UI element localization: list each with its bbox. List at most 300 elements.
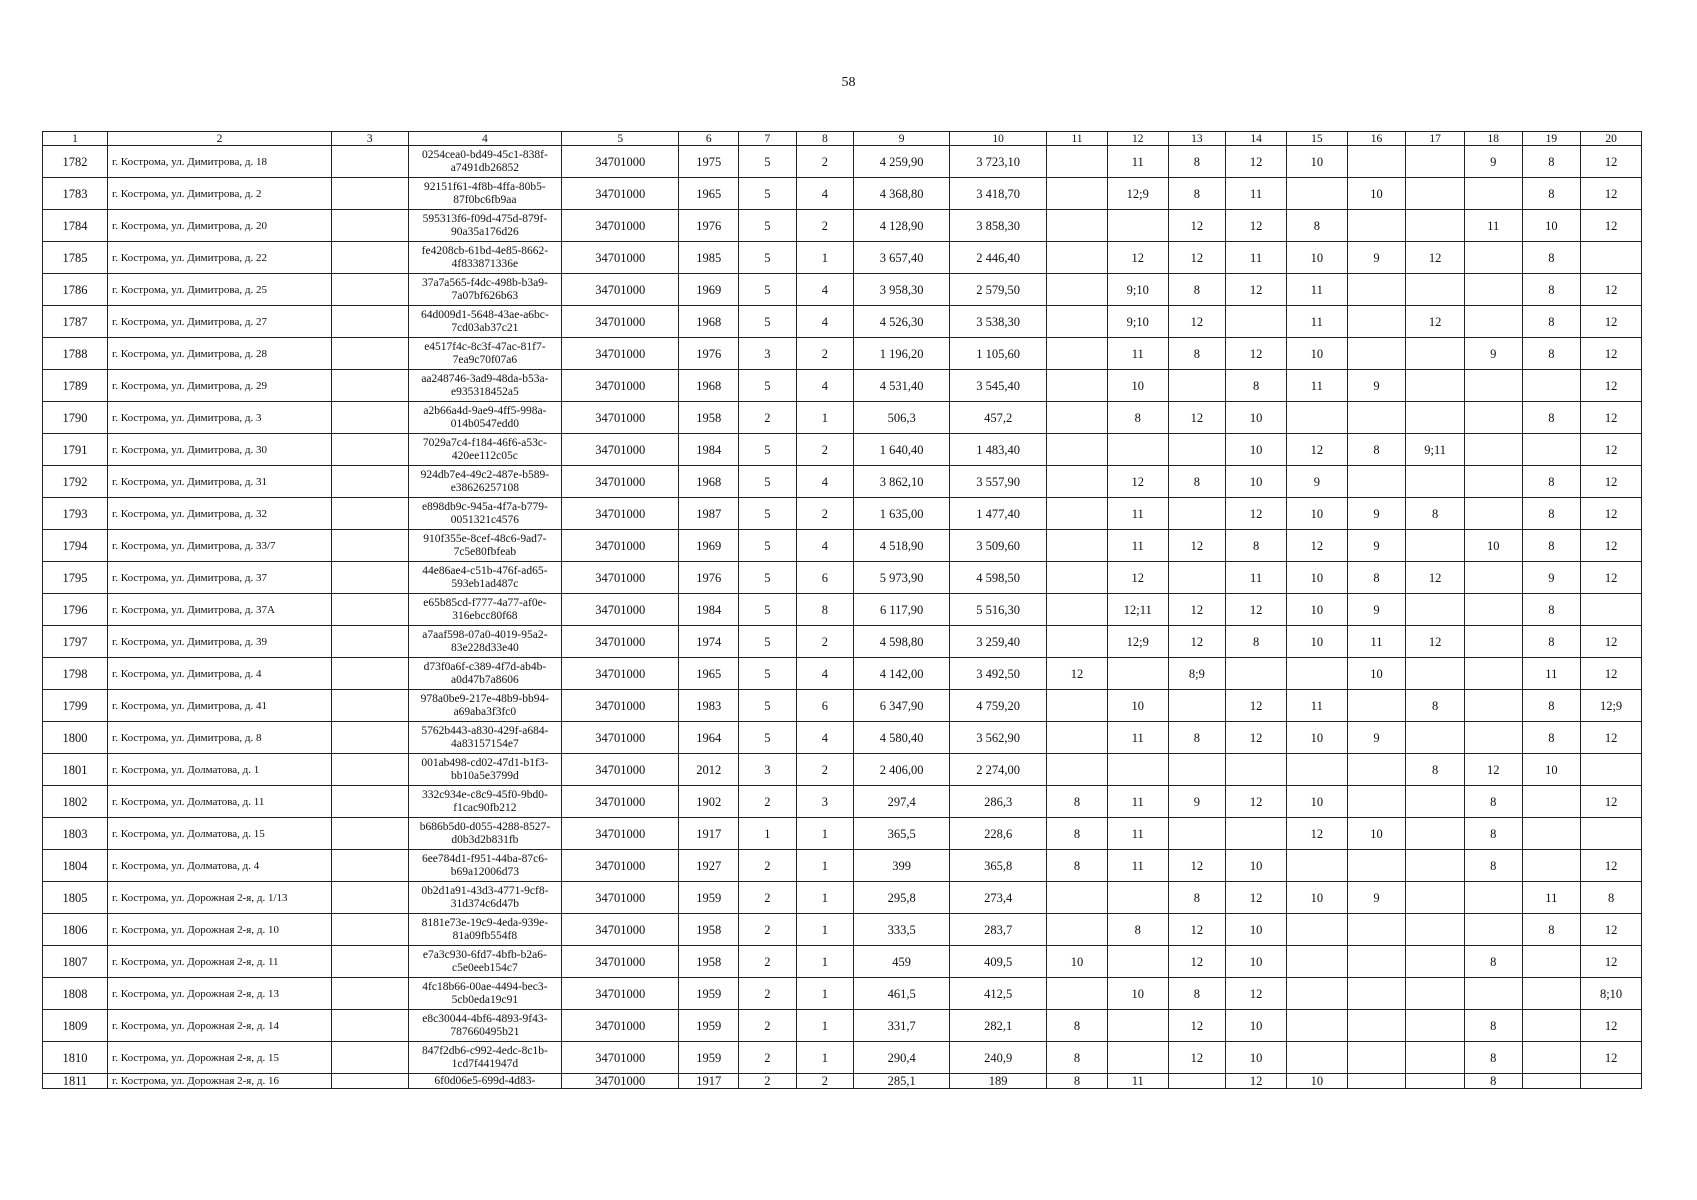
table-cell: 8 [1168,178,1226,210]
row-number-cell: 1804 [43,850,108,882]
area-cell: 506,3 [854,402,950,434]
row-number-cell: 1790 [43,402,108,434]
table-cell: 11 [1107,786,1168,818]
table-cell: 12 [1168,946,1226,978]
table-cell [1347,754,1406,786]
column-number-header: 1 [43,132,108,146]
table-cell: 11 [1107,818,1168,850]
oktmo-cell: 34701000 [562,146,679,178]
table-cell: 11 [1107,146,1168,178]
table-row [43,978,1642,1010]
area-cell: 3 545,40 [950,370,1047,402]
row-number-cell: 1797 [43,626,108,658]
table-cell: 8;9 [1168,658,1226,690]
table-cell: 12 [1226,978,1287,1010]
table-cell: 2 [796,498,854,530]
area-cell: 240,9 [950,1042,1047,1074]
area-cell: 4 128,90 [854,210,950,242]
row-number-cell: 1798 [43,658,108,690]
table-cell: 8 [1522,466,1581,498]
address-cell: г. Кострома, ул. Димитрова, д. 18 [108,146,332,178]
table-cell [1107,434,1168,466]
column-number-header: 17 [1406,132,1465,146]
row-number-cell: 1809 [43,1010,108,1042]
year-cell: 1984 [679,594,739,626]
table-row [43,274,1642,306]
table-cell: 8 [1047,1042,1108,1074]
table-cell: 10 [1286,786,1347,818]
table-cell: 11 [1226,178,1287,210]
table-cell [331,594,408,626]
table-cell: 12 [1107,466,1168,498]
table-cell: 12 [1581,338,1642,370]
oktmo-cell: 34701000 [562,210,679,242]
table-cell [1347,146,1406,178]
address-cell: г. Кострома, ул. Димитрова, д. 25 [108,274,332,306]
table-cell: 12 [1226,146,1287,178]
area-cell: 2 579,50 [950,274,1047,306]
area-cell: 3 492,50 [950,658,1047,690]
table-cell [1406,370,1465,402]
area-cell: 6 347,90 [854,690,950,722]
oktmo-cell: 34701000 [562,946,679,978]
address-cell: г. Кострома, ул. Долматова, д. 15 [108,818,332,850]
table-cell: 1 [796,818,854,850]
guid-cell: 37a7a565-f4dc-498b-b3a9-7a07bf626b63 [408,274,562,306]
table-row [43,1010,1642,1042]
table-cell [1406,722,1465,754]
table-cell: 1 [796,946,854,978]
table-cell [1047,754,1108,786]
oktmo-cell: 34701000 [562,338,679,370]
table-cell: 8 [1464,786,1522,818]
table-cell [331,690,408,722]
table-cell: 12 [1581,434,1642,466]
table-cell: 9 [1347,530,1406,562]
area-cell: 285,1 [854,1074,950,1089]
table-cell: 12 [1226,210,1287,242]
table-cell: 12 [1226,690,1287,722]
table-cell [1522,946,1581,978]
address-cell: г. Кострома, ул. Димитрова, д. 37 [108,562,332,594]
table-cell: 12 [1047,658,1108,690]
table-cell: 11 [1464,210,1522,242]
table-cell [1107,658,1168,690]
year-cell: 1917 [679,818,739,850]
area-cell: 228,6 [950,818,1047,850]
table-cell: 1 [796,850,854,882]
year-cell: 1965 [679,658,739,690]
table-row [43,914,1642,946]
table-cell: 2 [739,882,797,914]
address-cell: г. Кострома, ул. Дорожная 2-я, д. 15 [108,1042,332,1074]
table-cell [1286,658,1347,690]
table-cell [1047,562,1108,594]
row-number-cell: 1786 [43,274,108,306]
guid-cell: e4517f4c-8c3f-47ac-81f7-7ea9c70f07a6 [408,338,562,370]
year-cell: 1959 [679,1010,739,1042]
table-cell [1047,914,1108,946]
address-cell: г. Кострома, ул. Дорожная 2-я, д. 14 [108,1010,332,1042]
table-cell: 12;9 [1581,690,1642,722]
oktmo-cell: 34701000 [562,562,679,594]
table-cell: 12 [1286,530,1347,562]
row-number-cell: 1794 [43,530,108,562]
table-cell [1464,178,1522,210]
table-cell [1347,786,1406,818]
table-cell: 5 [739,690,797,722]
table-row [43,1042,1642,1074]
table-cell [1347,1010,1406,1042]
table-cell [331,178,408,210]
area-cell: 297,4 [854,786,950,818]
table-cell [1406,658,1465,690]
area-cell: 1 196,20 [854,338,950,370]
table-cell: 1 [796,882,854,914]
table-cell [1047,434,1108,466]
area-cell: 4 259,90 [854,146,950,178]
row-number-cell: 1793 [43,498,108,530]
table-cell: 12 [1581,1042,1642,1074]
table-cell [1406,946,1465,978]
table-cell [331,434,408,466]
table-cell: 5 [739,178,797,210]
table-cell: 9;11 [1406,434,1465,466]
oktmo-cell: 34701000 [562,242,679,274]
table-cell: 9 [1168,786,1226,818]
guid-cell: 332c934e-c8c9-45f0-9bd0-f1cac90fb212 [408,786,562,818]
table-cell [1047,306,1108,338]
column-number-header: 15 [1286,132,1347,146]
table-cell: 8 [1522,626,1581,658]
table-cell: 12 [1226,786,1287,818]
table-cell: 11 [1107,850,1168,882]
table-cell: 12 [1581,1010,1642,1042]
table-row [43,338,1642,370]
table-cell: 12 [1581,306,1642,338]
table-cell: 8 [1107,914,1168,946]
table-cell [331,850,408,882]
table-cell [1168,434,1226,466]
table-cell [1347,1074,1406,1089]
table-cell [1226,754,1287,786]
table-cell: 10 [1522,754,1581,786]
table-cell [1406,530,1465,562]
table-cell [1406,402,1465,434]
guid-cell: a7aaf598-07a0-4019-95a2-83e228d33e40 [408,626,562,658]
table-cell: 3 [739,754,797,786]
table-cell: 10 [1347,658,1406,690]
table-cell [1406,1074,1465,1089]
table-cell: 11 [1286,274,1347,306]
table-cell: 12 [1168,914,1226,946]
table-cell [331,498,408,530]
table-cell: 12 [1581,178,1642,210]
table-row [43,498,1642,530]
oktmo-cell: 34701000 [562,850,679,882]
area-cell: 3 958,30 [854,274,950,306]
area-cell: 5 516,30 [950,594,1047,626]
table-cell [1347,306,1406,338]
table-cell [1347,946,1406,978]
table-cell: 8 [1168,338,1226,370]
row-number-cell: 1803 [43,818,108,850]
table-cell: 9 [1347,722,1406,754]
table-cell [1168,690,1226,722]
row-number-cell: 1789 [43,370,108,402]
table-cell [1406,978,1465,1010]
table-cell: 11 [1107,530,1168,562]
table-cell [331,626,408,658]
table-cell [1522,1074,1581,1089]
table-cell [1522,818,1581,850]
oktmo-cell: 34701000 [562,754,679,786]
area-cell: 283,7 [950,914,1047,946]
table-cell [331,1042,408,1074]
table-cell [1107,210,1168,242]
table-cell [1464,626,1522,658]
buildings-table [42,131,1642,1089]
table-cell: 12 [1168,306,1226,338]
table-cell [1347,338,1406,370]
guid-cell: 92151f61-4f8b-4ffa-80b5-87f0bc6fb9aa [408,178,562,210]
table-cell: 10 [1047,946,1108,978]
table-cell: 5 [739,306,797,338]
area-cell: 4 142,00 [854,658,950,690]
table-cell: 8 [1047,1010,1108,1042]
table-cell: 8 [1406,498,1465,530]
table-cell [1168,754,1226,786]
guid-cell: e898db9c-945a-4f7a-b779-0051321c4576 [408,498,562,530]
guid-cell: 6ee784d1-f951-44ba-87c6-b69a12006d73 [408,850,562,882]
table-cell: 2 [796,434,854,466]
table-cell: 8 [1522,530,1581,562]
table-cell [1522,1010,1581,1042]
guid-cell: fe4208cb-61bd-4e85-8662-4f833871336e [408,242,562,274]
table-cell: 8 [1347,434,1406,466]
oktmo-cell: 34701000 [562,882,679,914]
table-cell [1226,818,1287,850]
area-cell: 333,5 [854,914,950,946]
table-cell: 10 [1286,498,1347,530]
table-cell [331,274,408,306]
table-cell: 9 [1464,338,1522,370]
table-cell: 4 [796,658,854,690]
table-cell: 12 [1226,498,1287,530]
table-cell: 9 [1347,594,1406,626]
year-cell: 1968 [679,370,739,402]
table-cell [1286,978,1347,1010]
table-cell: 9 [1347,498,1406,530]
guid-cell: b686b5d0-d055-4288-8527-d0b3d2b831fb [408,818,562,850]
table-cell [331,1010,408,1042]
table-cell [1168,562,1226,594]
table-cell: 12 [1107,242,1168,274]
table-cell [1047,210,1108,242]
table-cell: 8 [1347,562,1406,594]
guid-cell: 0b2d1a91-43d3-4771-9cf8-31d374c6d47b [408,882,562,914]
table-cell: 11 [1107,722,1168,754]
area-cell: 3 657,40 [854,242,950,274]
year-cell: 1959 [679,882,739,914]
table-row [43,850,1642,882]
table-cell: 8 [1522,178,1581,210]
address-cell: г. Кострома, ул. Димитрова, д. 2 [108,178,332,210]
table-cell: 12 [1581,786,1642,818]
table-cell: 12 [1464,754,1522,786]
oktmo-cell: 34701000 [562,402,679,434]
table-cell: 9 [1464,146,1522,178]
area-cell: 1 483,40 [950,434,1047,466]
guid-cell: 6f0d06e5-699d-4d83- [408,1074,562,1089]
table-cell: 2 [739,1042,797,1074]
column-number-header: 18 [1464,132,1522,146]
table-cell [331,1074,408,1089]
table-cell [1286,402,1347,434]
table-cell [1047,882,1108,914]
table-cell [1286,850,1347,882]
table-cell: 5 [739,722,797,754]
table-cell [1406,210,1465,242]
table-cell: 1 [796,978,854,1010]
table-cell: 2 [796,338,854,370]
year-cell: 1964 [679,722,739,754]
area-cell: 4 598,80 [854,626,950,658]
table-cell: 12 [1168,1042,1226,1074]
area-cell: 3 418,70 [950,178,1047,210]
table-cell: 8 [1406,754,1465,786]
table-cell [1406,594,1465,626]
table-row [43,242,1642,274]
table-cell [1581,754,1642,786]
year-cell: 1976 [679,338,739,370]
area-cell: 273,4 [950,882,1047,914]
row-number-cell: 1784 [43,210,108,242]
table-row [43,658,1642,690]
table-cell: 12 [1226,594,1287,626]
table-cell: 2 [739,946,797,978]
address-cell: г. Кострома, ул. Димитрова, д. 4 [108,658,332,690]
table-cell [1406,850,1465,882]
table-cell [1047,242,1108,274]
area-cell: 286,3 [950,786,1047,818]
table-cell: 2 [739,786,797,818]
area-cell: 4 526,30 [854,306,950,338]
table-cell: 8 [1522,146,1581,178]
table-cell [1047,146,1108,178]
oktmo-cell: 34701000 [562,178,679,210]
table-cell: 5 [739,370,797,402]
table-cell [1464,306,1522,338]
table-cell [1047,690,1108,722]
area-cell: 3 723,10 [950,146,1047,178]
column-number-header: 14 [1226,132,1287,146]
table-cell [1522,978,1581,1010]
table-cell: 12 [1226,722,1287,754]
area-cell: 412,5 [950,978,1047,1010]
table-cell [331,978,408,1010]
table-cell: 12 [1168,530,1226,562]
table-cell [1522,370,1581,402]
table-cell: 8 [1047,786,1108,818]
address-cell: г. Кострома, ул. Димитрова, д. 3 [108,402,332,434]
area-cell: 4 598,50 [950,562,1047,594]
table-cell: 10 [1226,1010,1287,1042]
column-number-header: 8 [796,132,854,146]
table-cell [1522,850,1581,882]
address-cell: г. Кострома, ул. Димитрова, д. 39 [108,626,332,658]
address-cell: г. Кострома, ул. Димитрова, д. 31 [108,466,332,498]
table-cell: 12 [1168,210,1226,242]
oktmo-cell: 34701000 [562,1074,679,1089]
table-cell [1406,338,1465,370]
table-cell: 10 [1464,530,1522,562]
area-cell: 4 531,40 [854,370,950,402]
area-cell: 1 477,40 [950,498,1047,530]
table-cell: 12 [1406,242,1465,274]
table-cell [1464,498,1522,530]
table-cell: 12 [1581,562,1642,594]
table-cell [1286,754,1347,786]
table-cell: 12 [1107,562,1168,594]
table-cell: 8 [1464,818,1522,850]
table-cell [1464,882,1522,914]
column-number-header: 3 [331,132,408,146]
table-cell: 10 [1286,146,1347,178]
table-cell: 1 [796,242,854,274]
oktmo-cell: 34701000 [562,722,679,754]
address-cell: г. Кострома, ул. Димитрова, д. 37А [108,594,332,626]
address-cell: г. Кострома, ул. Димитрова, д. 29 [108,370,332,402]
guid-cell: 847f2db6-c992-4edc-8c1b-1cd7f441947d [408,1042,562,1074]
column-number-header: 10 [950,132,1047,146]
table-cell [1464,978,1522,1010]
table-cell: 8 [1286,210,1347,242]
table-cell: 12 [1286,434,1347,466]
table-cell [1406,1042,1465,1074]
area-cell: 5 973,90 [854,562,950,594]
table-cell [1107,946,1168,978]
table-cell: 12 [1581,498,1642,530]
table-cell: 5 [739,562,797,594]
row-number-cell: 1810 [43,1042,108,1074]
guid-cell: 910f355e-8cef-48c6-9ad7-7c5e80fbfeab [408,530,562,562]
table-cell: 9;10 [1107,274,1168,306]
table-cell: 9;10 [1107,306,1168,338]
table-cell [1581,242,1642,274]
table-cell: 11 [1107,498,1168,530]
table-cell [1047,338,1108,370]
page-number: 58 [841,75,856,90]
table-cell: 9 [1347,882,1406,914]
oktmo-cell: 34701000 [562,370,679,402]
table-cell: 12 [1168,850,1226,882]
address-cell: г. Кострома, ул. Долматова, д. 11 [108,786,332,818]
table-cell [1107,1010,1168,1042]
column-number-header: 19 [1522,132,1581,146]
oktmo-cell: 34701000 [562,306,679,338]
area-cell: 4 518,90 [854,530,950,562]
table-cell [1581,1074,1642,1089]
table-cell [1047,594,1108,626]
year-cell: 1959 [679,978,739,1010]
table-cell: 12 [1168,402,1226,434]
table-cell: 5 [739,466,797,498]
table-cell: 10 [1286,562,1347,594]
area-cell: 3 862,10 [854,466,950,498]
year-cell: 1927 [679,850,739,882]
table-cell [1107,882,1168,914]
